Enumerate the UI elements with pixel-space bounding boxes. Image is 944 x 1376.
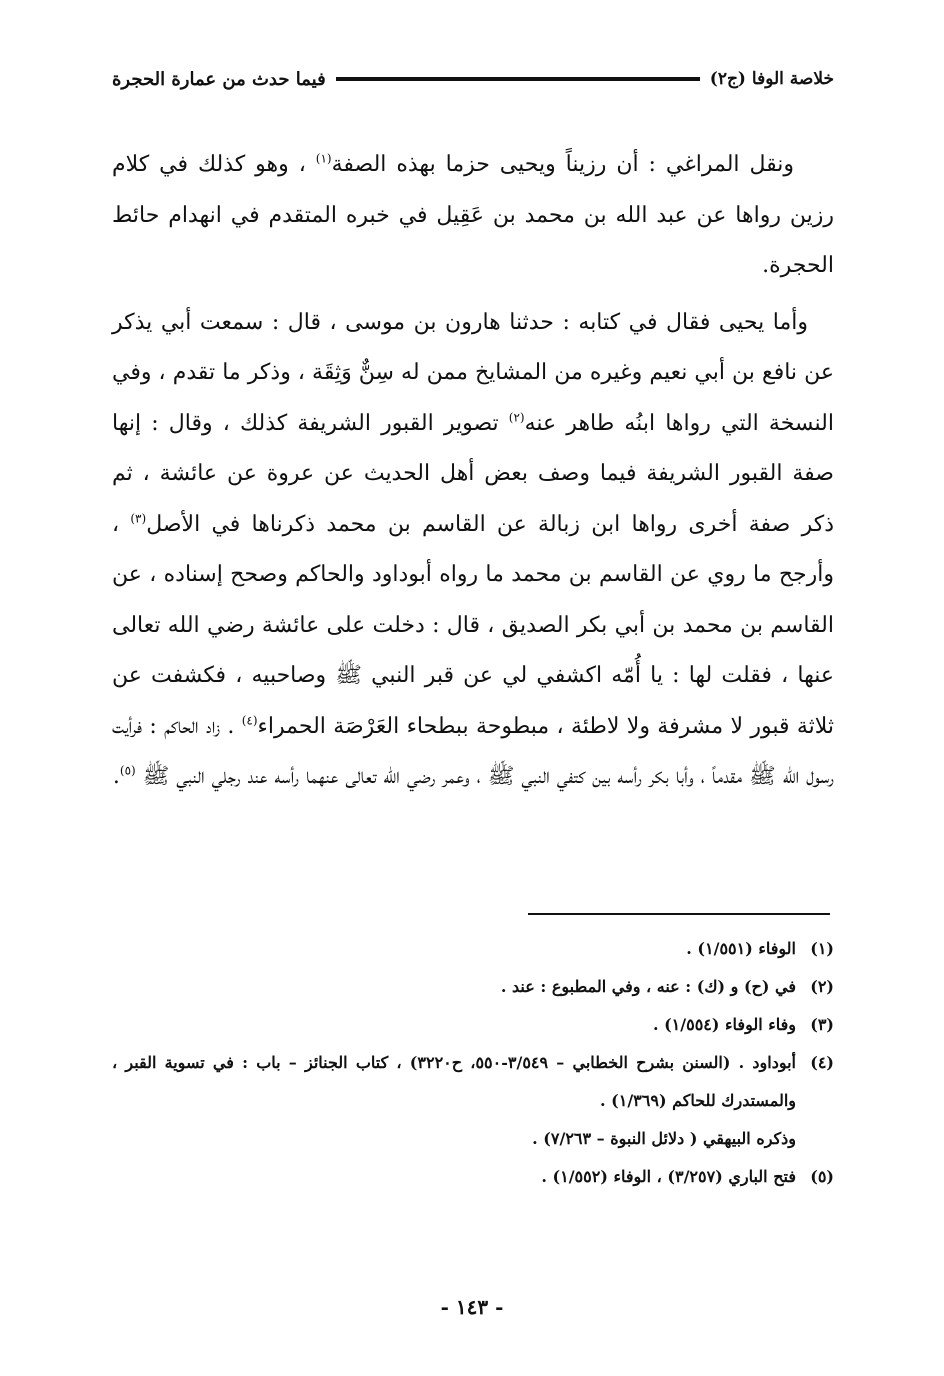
- footnote-3: [112, 1006, 834, 1044]
- p1-text-a: ونقل المراغي : أن رزيناً ويحيى حزما بهذه الصفة: [331, 152, 795, 177]
- footnote-ref-2: (٢): [508, 410, 525, 425]
- page-number: - ١٤٣ -: [440, 1295, 504, 1319]
- footnote-ref-5: (٥): [119, 763, 136, 778]
- p2-text-d: . زاد الحاكم : فرأيت رسول الله ﷺ مقدماً ، وأبا بكر رأسه بين كتفي النبي ﷺ ، وعمر رضي الله تعالى عنهما رأسه عند رجلي النبي ﷺ: [112, 713, 834, 789]
- main-text: [112, 140, 834, 803]
- footnote-separator: [528, 913, 830, 915]
- p2-text-e: .: [112, 764, 120, 789]
- book-title: خلاصة الوفا (ج٢): [709, 69, 834, 89]
- footnote-number: (٤): [810, 1053, 834, 1072]
- footnote-text: وفاء الوفاء (١/٥٥٤) .: [652, 1015, 796, 1034]
- footnotes: [112, 930, 834, 1196]
- footnote-number: (٢): [810, 977, 834, 996]
- p2-text-c: ، وأرجح ما روي عن القاسم بن محمد ما رواه أبوداود والحاكم وصحح إسناده ، عن القاسم بن محمد بن أبي بكر الصديق ، قال : دخلت على عائشة رضي الله تعالى عنها ، فقلت لها : يا أُمّه اكشفي لي عن قبر النبي ﷺ وصاحبيه ، فكشفت عن ثلاثة قبور لا مشرفة ولا لاطئة ، مبطوحة ببطحاء العَرْصَة الحمراء: [112, 511, 834, 739]
- footnote-2: [112, 968, 834, 1006]
- footnote-number: (١): [810, 939, 834, 958]
- footnote-ref-3: (٣): [130, 511, 147, 526]
- footnote-5: [112, 1158, 834, 1196]
- footnote-4-continuation: وذكره البيهقي ( دلائل النبوة – ٧/٢٦٣) .: [532, 1129, 796, 1148]
- paragraph-1: [112, 140, 834, 292]
- p2-text-b: تصوير القبور الشريفة كذلك ، وقال : إنها صفة القبور الشريفة فيما وصف بعض أهل الحديث عن عروة عن عائشة ، ثم ذكر صفة أخرى رواها ابن زبالة عن القاسم بن محمد ذكرناها في الأصل: [112, 410, 834, 537]
- section-title: فيما حدث من عمارة الحجرة: [112, 68, 326, 90]
- p1-text-b: ، وهو كذلك في كلام رزين رواها عن عبد الله بن محمد بن عَقِيل في خبره المتقدم في انهدام حائط الحجرة.: [112, 152, 834, 278]
- footnote-1: [112, 930, 834, 968]
- footnote-ref-4: (٤): [241, 713, 258, 728]
- header-rule: [336, 77, 700, 81]
- footnote-4: [112, 1044, 834, 1120]
- running-header: [112, 62, 834, 96]
- footnote-text: فتح الباري (٣/٢٥٧) ، الوفاء (١/٥٥٢) .: [541, 1167, 796, 1186]
- footnote-number: (٥): [810, 1167, 834, 1186]
- footnote-text: في (ح) و (ك) : عنه ، وفي المطبوع : عند .: [500, 977, 796, 996]
- footnote-text: الوفاء (١/٥٥١) .: [686, 939, 796, 958]
- p2-text-a: وأما يحيى فقال في كتابه : حدثنا هارون بن موسى ، قال : سمعت أبي يذكر عن نافع بن أبي نعيم وغيره من المشايخ ممن له سِنٌّ وَثِقَة ، وذكر ما تقدم ، وفي النسخة التي رواها ابنُه طاهر عنه: [112, 309, 834, 436]
- footnote-ref-1: (١): [315, 151, 332, 166]
- footnote-number: (٣): [810, 1015, 834, 1034]
- paragraph-2: [112, 298, 834, 803]
- footnote-text: أبوداود . (السنن بشرح الخطابي – ٣/٥٤٩-٥٥٠، ح٣٢٢٠) ، كتاب الجنائز – باب : في تسوية القبر ، والمستدرك للحاكم (١/٣٦٩) .: [112, 1053, 796, 1110]
